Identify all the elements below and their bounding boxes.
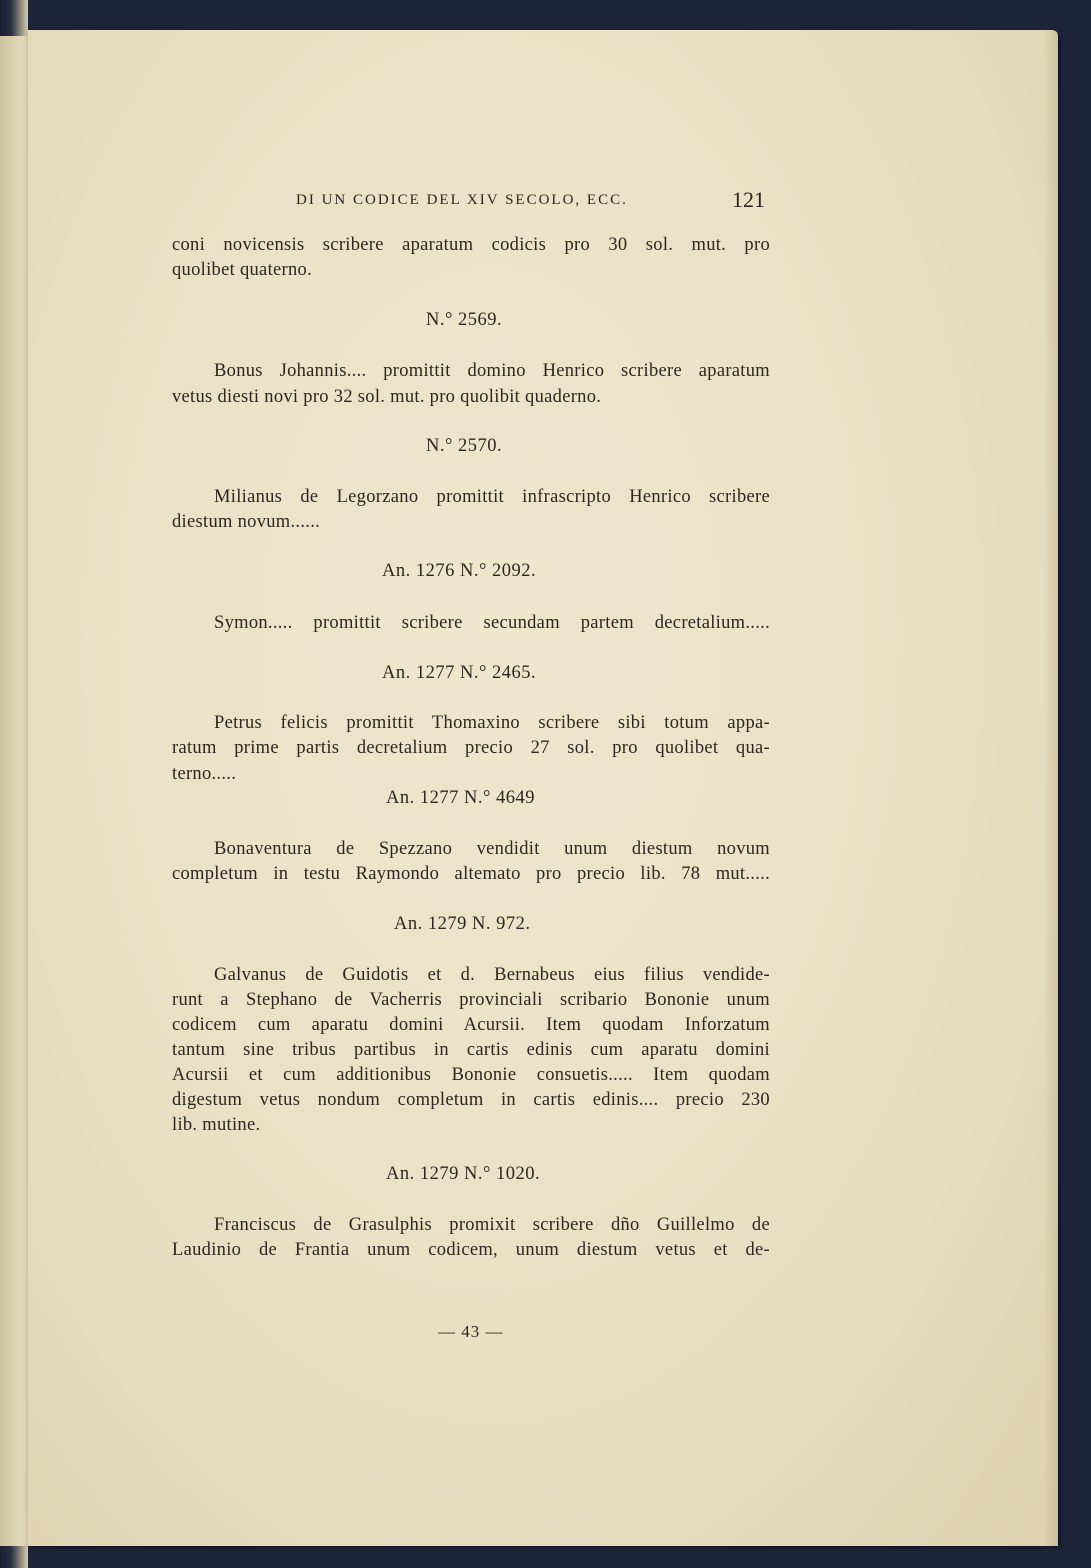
page-edge-shadow: [1044, 30, 1058, 1546]
entry-heading: N.° 2569.: [426, 310, 503, 330]
paragraph-line: Acursii et cum additionibus Bononie consuetis..... Item quodam: [172, 1065, 770, 1085]
paragraph-line: tantum sine tribus partibus in cartis edinis cum aparatu domini: [172, 1040, 770, 1060]
paragraph-line: vetus diesti novi pro 32 sol. mut. pro quolibit quaderno.: [172, 387, 602, 407]
paragraph-line: ratum prime partis decretalium precio 27 sol. pro quolibet qua-: [172, 738, 770, 758]
paragraph-line: coni novicensis scribere aparatum codicis pro 30 sol. mut. pro: [172, 235, 770, 255]
paragraph-line: Franciscus de Grasulphis promixit scribere dño Guillelmo de: [214, 1215, 770, 1235]
paragraph-line: terno.....: [172, 764, 237, 784]
paragraph-line: diestum novum......: [172, 512, 321, 532]
paragraph-line: Bonus Johannis.... promittit domino Henrico scribere aparatum: [214, 361, 770, 381]
paragraph-line: digestum vetus nondum completum in cartis edinis.... precio 230: [172, 1090, 770, 1110]
paragraph-line: Bonaventura de Spezzano vendidit unum diestum novum: [214, 839, 770, 859]
paragraph-line: Symon..... promittit scribere secundam partem decretalium.....: [214, 613, 770, 633]
entry-heading: An. 1276 N.° 2092.: [382, 561, 537, 581]
paragraph-line: Milianus de Legorzano promittit infrascripto Henrico scribere: [214, 487, 770, 507]
book-page: [28, 30, 1058, 1546]
signature-mark: — 43 —: [438, 1322, 504, 1341]
entry-heading: An. 1279 N. 972.: [394, 914, 531, 934]
paragraph-line: runt a Stephano de Vacherris provinciali scribario Bononie unum: [172, 990, 770, 1010]
paragraph-line: Petrus felicis promittit Thomaxino scribere sibi totum appa-: [214, 713, 770, 733]
entry-heading: N.° 2570.: [426, 436, 503, 456]
entry-heading: An. 1277 N.° 4649: [386, 788, 535, 808]
paragraph-line: Galvanus de Guidotis et d. Bernabeus eius filius vendide-: [214, 965, 770, 985]
entry-heading: An. 1279 N.° 1020.: [386, 1164, 541, 1184]
previous-page-edge: [0, 36, 31, 1546]
paragraph-line: lib. mutine.: [172, 1115, 261, 1135]
entry-heading: An. 1277 N.° 2465.: [382, 663, 537, 683]
paragraph-line: quolibet quaterno.: [172, 260, 313, 280]
paragraph-line: Laudinio de Frantia unum codicem, unum diestum vetus et de-: [172, 1240, 770, 1260]
page-number: 121: [732, 187, 765, 212]
paragraph-line: completum in testu Raymondo altemato pro precio lib. 78 mut.....: [172, 864, 770, 884]
running-head: DI UN CODICE DEL XIV SECOLO, ECC.: [296, 192, 628, 208]
paragraph-line: codicem cum aparatu domini Acursii. Item quodam Inforzatum: [172, 1015, 770, 1035]
